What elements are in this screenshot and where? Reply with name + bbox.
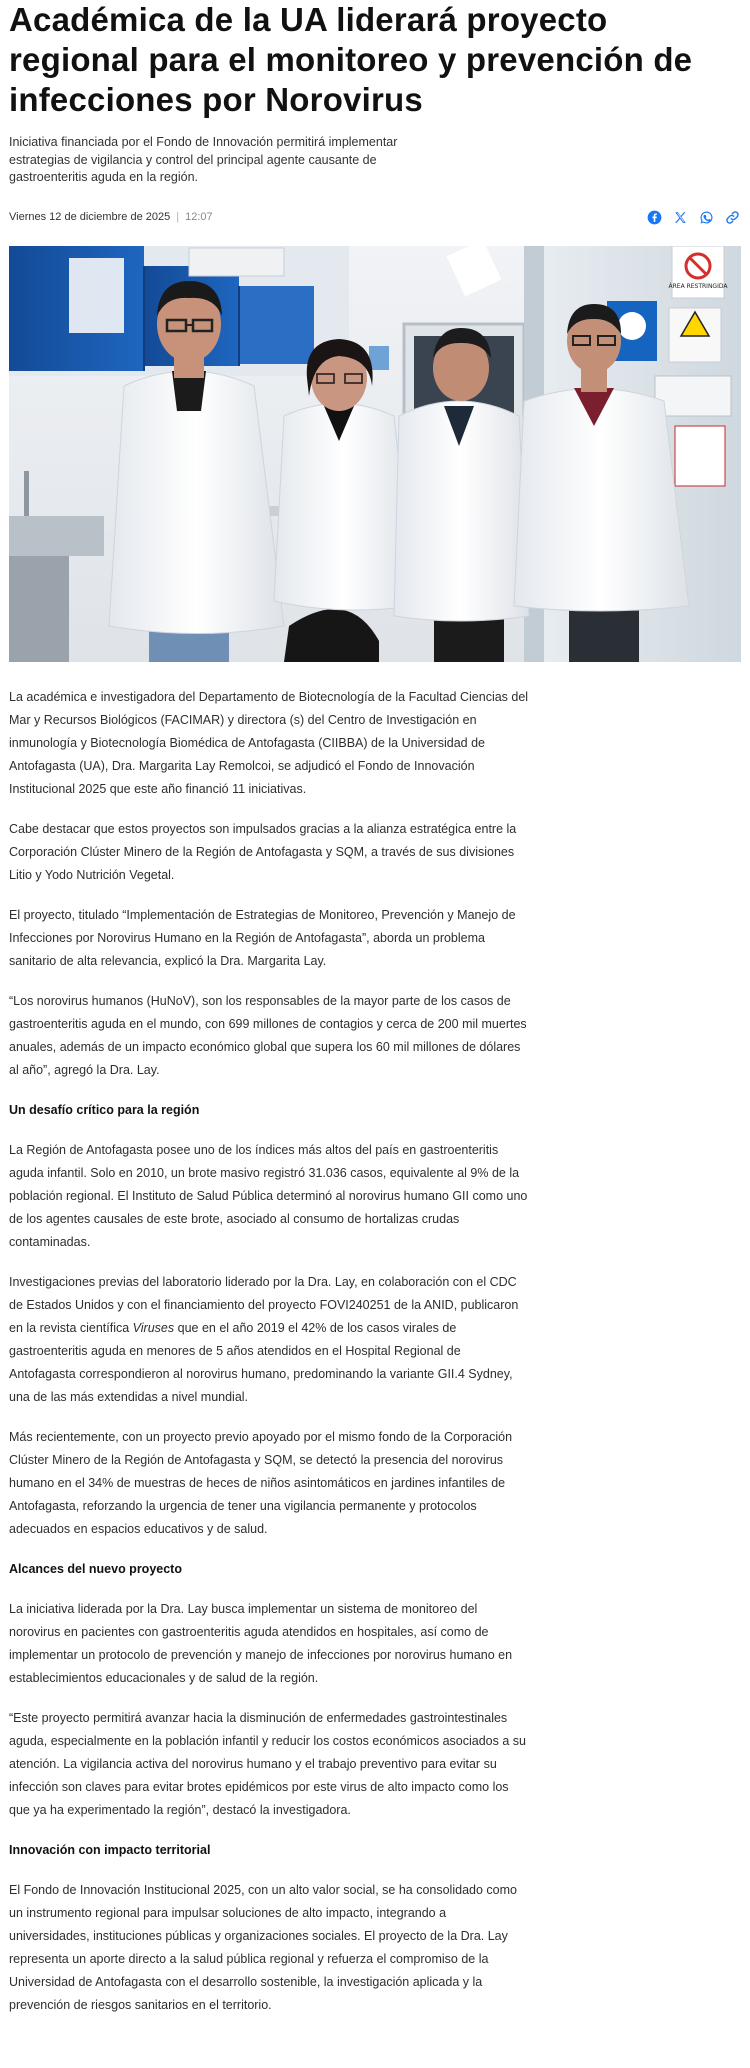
share-bar [645, 208, 741, 226]
article-lead: Iniciativa financiada por el Fondo de Innovación permitirá implementar estrategias de vigilancia y control del principal agente causante de gastroenteritis aguda en la región. [9, 135, 398, 184]
whatsapp-icon[interactable] [697, 208, 715, 226]
publish-date: Viernes 12 de diciembre de 2025 [9, 211, 171, 223]
article-title: Académica de la UA liderará proyecto regional para el monitoreo y prevención de infecciones por Norovirus [9, 1, 693, 118]
paragraph [9, 1271, 529, 1409]
journal-name: Viruses [132, 1321, 175, 1335]
x-icon[interactable] [671, 208, 689, 226]
article-meta [9, 209, 213, 225]
paragraph: El Fondo de Innovación Institucional 2025, con un alto valor social, se ha consolidado como un instrumento regional para impulsar soluciones de alto impacto, integrando a universidades, instituciones públicas y organizaciones sociales. El proyecto de la Dra. Lay representa un aporte directo a la salud pública regional y refuerza el compromiso de la Universidad de Antofagasta con el desarrollo sostenible, la investigación aplicada y la prevención de riesgos sanitarios en el territorio. [9, 1883, 517, 2012]
facebook-icon[interactable] [645, 208, 663, 226]
paragraph-text: Investigaciones previas del laboratorio liderado por la Dra. Lay, en colaboración con el CDC de Estados Unidos y con el financiamiento del proyecto FOVI240251 de la ANID, publicaron en la revista científica [9, 1275, 519, 1335]
paragraph: La iniciativa liderada por la Dra. Lay busca implementar un sistema de monitoreo del norovirus en pacientes con gastroenteritis aguda atendidos en hospitales, así como de implementar un protocolo de prevención y manejo de infecciones por norovirus humano en establecimientos educacionales y de salud de la región. [9, 1602, 513, 1685]
paragraph: Más recientemente, con un proyecto previo apoyado por el mismo fondo de la Corporación Clúster Minero de la Región de Antofagasta y SQM, se detectó la presencia del norovirus humano en el 34% de muestras de heces de niños asintomáticos en jardines infantiles de Antofagasta, reforzando la urgencia de tener una vigilancia permanente y protocolos adecuados en espacios educativos y de salud. [9, 1430, 513, 1536]
article-body [9, 686, 529, 2034]
paragraph: “Los norovirus humanos (HuNoV), son los responsables de la mayor parte de los casos de gastroenteritis aguda en el mundo, con 699 millones de contagios y cerca de 200 mil muertes anuales, además de un impacto económico global que supera los 60 mil millones de dólares al año”, agregó la Dra. Lay. [9, 994, 527, 1077]
paragraph-text: que en el año 2019 el 42% de los casos virales de gastroenteritis aguda en menores de 5 años atendidos en el Hospital Regional de Antofagasta correspondieron al norovirus humano, predominando la variante GII.4 Sydney, una de las más extendidas a nivel mundial. [9, 1321, 513, 1404]
publish-time: 12:07 [185, 211, 213, 223]
paragraph: Cabe destacar que estos proyectos son impulsados gracias a la alianza estratégica entre la Corporación Clúster Minero de la Región de Antofagasta y SQM, a través de sus divisiones Litio y Yodo Nutrición Vegetal. [9, 822, 517, 882]
paragraph: “Este proyecto permitirá avanzar hacia la disminución de enfermedades gastrointestinales aguda, especialmente en la población infantil y reducir los costos económicos asociados a su atención. La vigilancia activa del norovirus humano y el trabajo preventivo para evitar su infección son claves para evitar brotes epidémicos por este virus de alto impacto como los que ya ha experimentado la región”, destacó la investigadora. [9, 1711, 526, 1817]
section-heading: Un desafío crítico para la región [9, 1103, 200, 1117]
section-heading: Alcances del nuevo proyecto [9, 1562, 182, 1576]
paragraph: El proyecto, titulado “Implementación de Estrategias de Monitoreo, Prevención y Manejo de Infecciones por Norovirus Humano en la Región de Antofagasta”, aborda un problema sanitario de alta relevancia, explicó la Dra. Margarita Lay. [9, 908, 516, 968]
paragraph: La Región de Antofagasta posee uno de los índices más altos del país en gastroenteritis aguda infantil. Solo en 2010, un brote masivo registró 31.036 casos, equivalente al 9% de la población regional. El Instituto de Salud Pública determinó al norovirus humano GII como uno de los agentes causales de este brote, asociado al consumo de hortalizas crudas contaminadas. [9, 1143, 528, 1249]
restricted-area-sign: ÁREA RESTRINGIDA [668, 283, 728, 290]
copy-link-icon[interactable] [723, 208, 741, 226]
article-photo [9, 246, 741, 662]
meta-separator: | [176, 211, 180, 223]
section-heading: Innovación con impacto territorial [9, 1843, 211, 1857]
paragraph: La académica e investigadora del Departamento de Biotecnología de la Facultad Ciencias del Mar y Recursos Biológicos (FACIMAR) y directora (s) del Centro de Investigación en inmunología y Biotecnología Biomédica de Antofagasta (CIIBBA) de la Universidad de Antofagasta (UA), Dra. Margarita Lay Remolcoi, se adjudicó el Fondo de Innovación Institucional 2025 que este año financió 11 iniciativas. [9, 690, 529, 796]
